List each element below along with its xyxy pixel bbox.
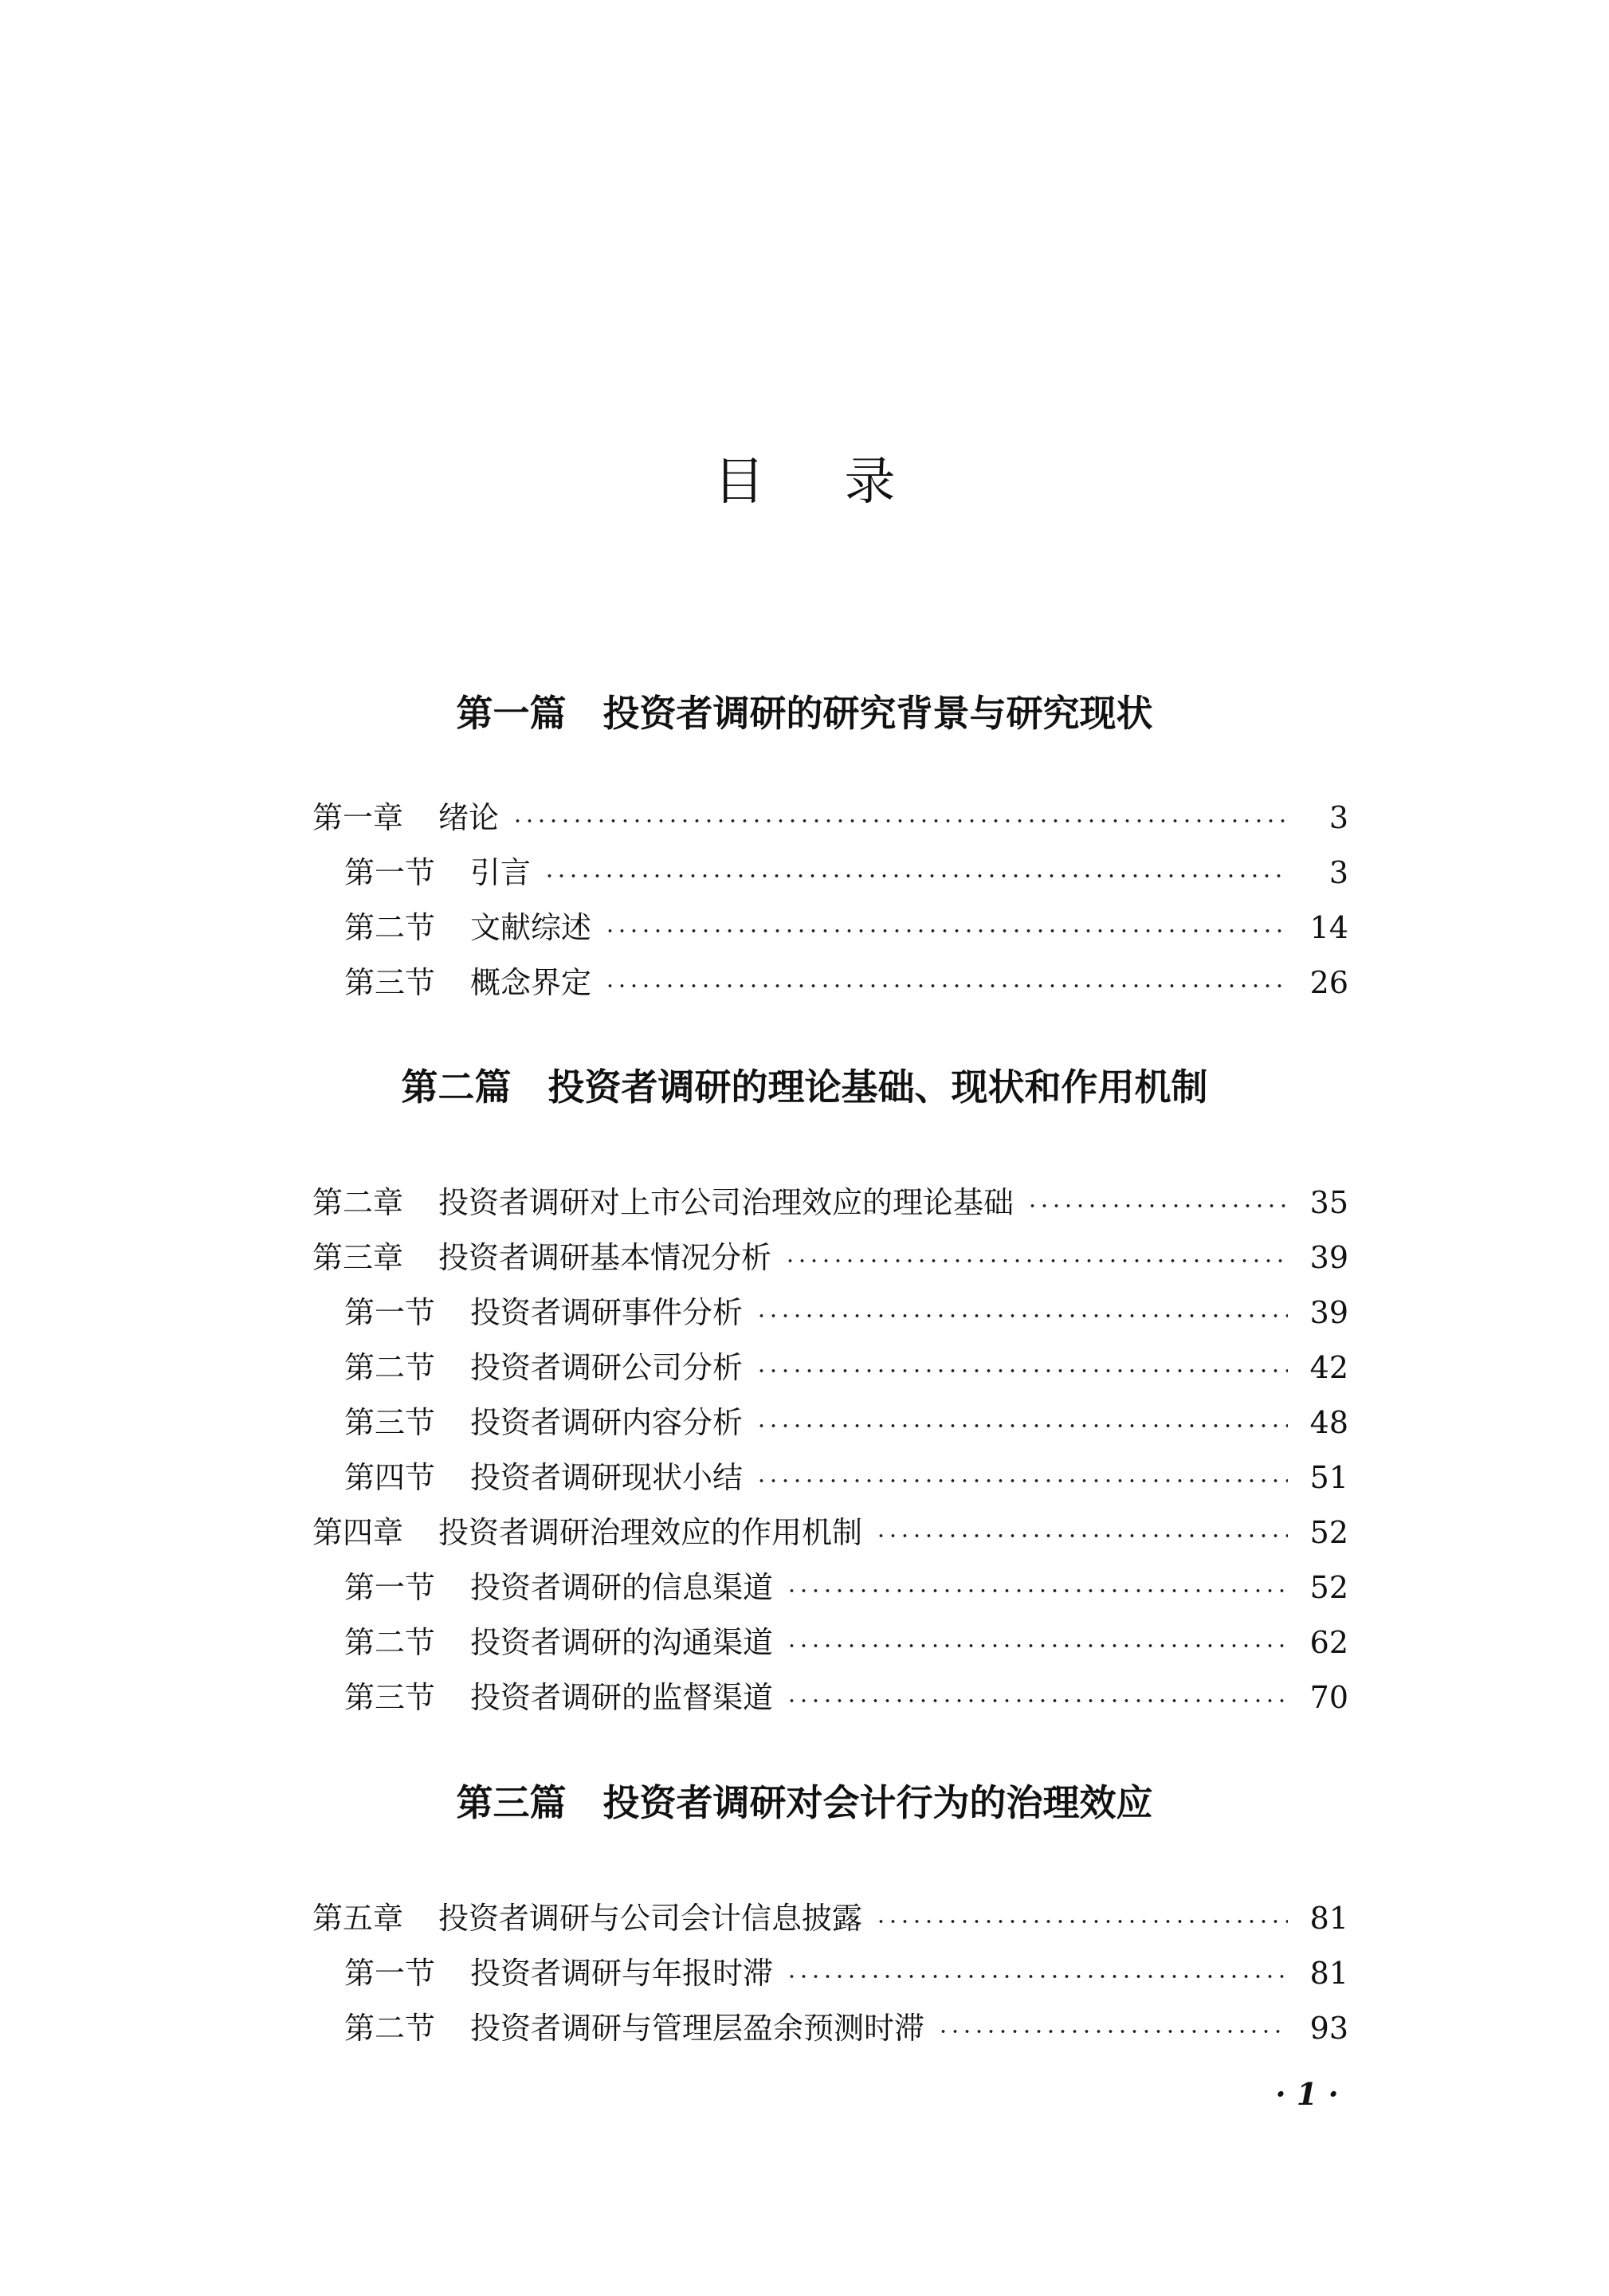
toc-entry-chapter[interactable] — [312, 1234, 1348, 1281]
entry-title: 投资者调研与公司会计信息披露 — [438, 1901, 863, 1936]
entry-number: 第一节 — [344, 1956, 436, 1991]
entry-page: 52 — [1309, 1570, 1348, 1605]
entry-number: 第二节 — [344, 1625, 436, 1660]
dot-leader — [786, 1975, 1288, 1978]
dot-leader — [786, 1644, 1288, 1647]
entry-page: 70 — [1309, 1680, 1348, 1715]
entry-page: 39 — [1309, 1240, 1348, 1275]
entry-page: 39 — [1309, 1295, 1348, 1330]
entry-number: 第一节 — [344, 1295, 436, 1330]
part-heading: 第二篇 投资者调研的理论基础、现状和作用机制 — [401, 1066, 1208, 1109]
dot-leader — [784, 1259, 1288, 1262]
entry-page: 81 — [1309, 1956, 1348, 1991]
dot-leader — [755, 1479, 1288, 1482]
entry-title: 投资者调研与年报时滞 — [470, 1956, 774, 1991]
part-heading: 第一篇 投资者调研的研究背景与研究现状 — [456, 692, 1153, 735]
entry-title: 投资者调研的沟通渠道 — [470, 1625, 774, 1660]
entry-title: 投资者调研对上市公司治理效应的理论基础 — [438, 1185, 1014, 1220]
dot-leader — [786, 1699, 1288, 1702]
dot-leader — [604, 984, 1288, 987]
toc-entry-section[interactable] — [344, 1289, 1348, 1336]
dot-leader — [755, 1424, 1288, 1427]
entry-page: 35 — [1309, 1185, 1348, 1220]
entry-number: 第一节 — [344, 855, 436, 890]
toc-entry-section[interactable] — [344, 1619, 1348, 1666]
dot-leader — [544, 874, 1288, 877]
entry-number: 第二节 — [344, 1350, 436, 1385]
dot-leader — [875, 1920, 1288, 1923]
entry-title: 投资者调研事件分析 — [470, 1295, 744, 1330]
entry-number: 第三节 — [344, 1405, 436, 1440]
entry-number: 第二节 — [344, 2011, 436, 2046]
entry-number: 第三章 — [312, 1240, 404, 1275]
entry-page: 48 — [1309, 1405, 1348, 1440]
entry-page: 52 — [1309, 1515, 1348, 1550]
entry-page: 62 — [1309, 1625, 1348, 1660]
entry-page: 3 — [1328, 800, 1348, 835]
toc-entry-section[interactable] — [344, 1674, 1348, 1721]
entry-title: 投资者调研现状小结 — [470, 1460, 744, 1495]
entry-page: 26 — [1309, 965, 1348, 1000]
toc-entry-section[interactable] — [344, 849, 1348, 897]
entry-title: 投资者调研基本情况分析 — [438, 1240, 772, 1275]
toc-entry-section[interactable] — [344, 904, 1348, 952]
entry-title: 绪论 — [438, 800, 500, 835]
dot-leader — [1026, 1204, 1288, 1207]
entry-number: 第三节 — [344, 1680, 436, 1715]
entry-title: 投资者调研的信息渠道 — [470, 1570, 774, 1605]
entry-title: 投资者调研内容分析 — [470, 1405, 744, 1440]
entry-number: 第一节 — [344, 1570, 436, 1605]
entry-number: 第三节 — [344, 965, 436, 1000]
entry-page: 93 — [1309, 2011, 1348, 2046]
toc-entry-section[interactable] — [344, 959, 1348, 1007]
toc-entry-section[interactable] — [344, 1949, 1348, 1997]
toc-entry-chapter[interactable] — [312, 1509, 1348, 1556]
dot-leader — [937, 2030, 1288, 2033]
entry-title: 投资者调研的监督渠道 — [470, 1680, 774, 1715]
toc-entry-section[interactable] — [344, 1344, 1348, 1391]
page-folio: · 1 · — [1275, 2076, 1339, 2112]
entry-title: 投资者调研与管理层盈余预测时滞 — [470, 2011, 925, 2046]
entry-number: 第二节 — [344, 910, 436, 945]
toc-entry-section[interactable] — [344, 1399, 1348, 1446]
entry-title: 投资者调研公司分析 — [470, 1350, 744, 1385]
entry-title: 文献综述 — [470, 910, 592, 945]
toc-title: 目录 — [713, 453, 975, 512]
entry-page: 51 — [1309, 1460, 1348, 1495]
toc-entry-section[interactable] — [344, 1454, 1348, 1501]
dot-leader — [604, 929, 1288, 932]
entry-page: 14 — [1309, 910, 1348, 945]
entry-number: 第二章 — [312, 1185, 404, 1220]
part-heading: 第三篇 投资者调研对会计行为的治理效应 — [456, 1781, 1153, 1824]
entry-number: 第四节 — [344, 1460, 436, 1495]
toc-entry-section[interactable] — [344, 2004, 1348, 2052]
entry-number: 第四章 — [312, 1515, 404, 1550]
toc-entry-chapter[interactable] — [312, 1179, 1348, 1226]
dot-leader — [512, 819, 1288, 822]
dot-leader — [755, 1369, 1288, 1372]
entry-number: 第一章 — [312, 800, 404, 835]
dot-leader — [875, 1534, 1288, 1537]
entry-title: 引言 — [470, 855, 532, 890]
toc-entry-section[interactable] — [344, 1564, 1348, 1611]
entry-number: 第五章 — [312, 1901, 404, 1936]
dot-leader — [755, 1314, 1288, 1317]
toc-entry-chapter[interactable] — [312, 794, 1348, 842]
entry-title: 投资者调研治理效应的作用机制 — [438, 1515, 863, 1550]
entry-page: 42 — [1309, 1350, 1348, 1385]
entry-page: 3 — [1328, 855, 1348, 890]
entry-title: 概念界定 — [470, 965, 592, 1000]
dot-leader — [786, 1589, 1288, 1592]
entry-page: 81 — [1309, 1901, 1348, 1936]
toc-entry-chapter[interactable] — [312, 1894, 1348, 1942]
